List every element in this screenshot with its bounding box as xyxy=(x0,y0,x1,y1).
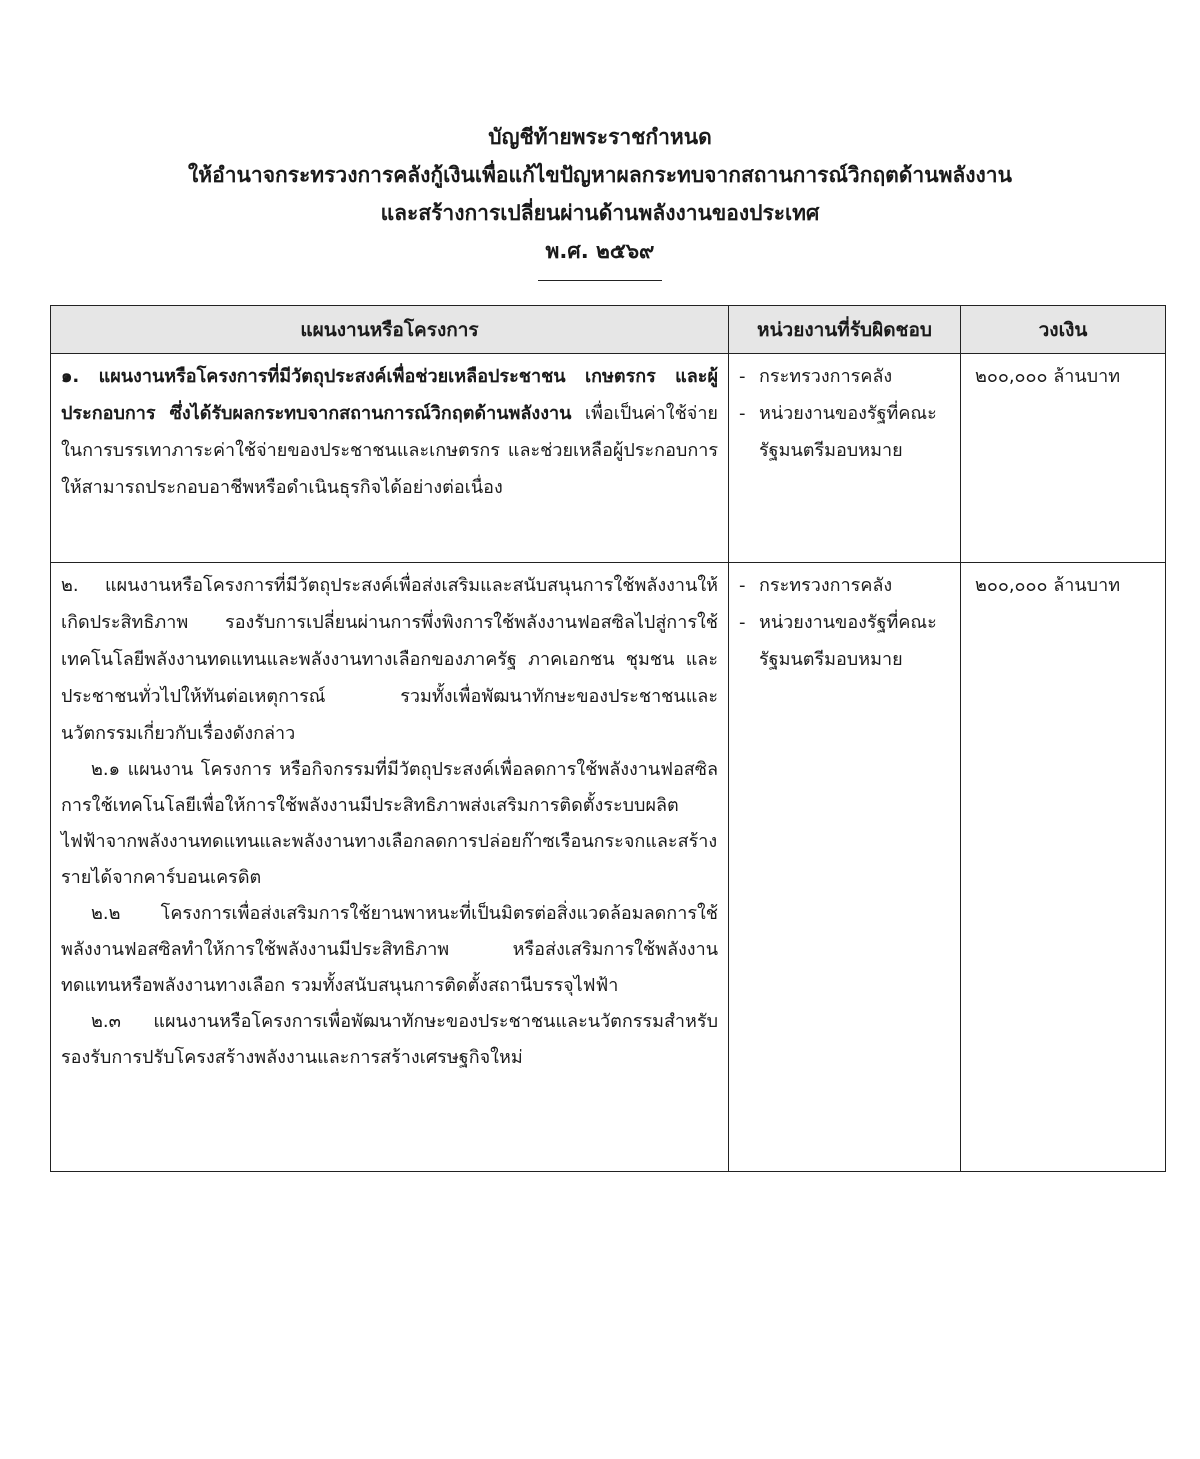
agency-cell xyxy=(729,354,961,563)
plan-budget-table xyxy=(50,305,1166,1172)
agency-list xyxy=(739,567,950,678)
sub-plan-item: ๒.๑ แผนงาน โครงการ หรือกิจกรรมที่มีวัตถุประสงค์เพื่อลดการใช้พลังงานฟอสซิล การใช้เทคโนโลยีเพื่อให้การใช้พลังงานมีประสิทธิภาพส่งเสริมการติดตั้งระบบผลิตไฟฟ้าจากพลังงานทดแทนและพลังงานทางเลือกลดการปล่อยก๊าซเรือนกระจกและสร้างรายได้จากคาร์บอนเครดิต xyxy=(61,759,718,888)
agency-name: หน่วยงานของรัฐที่คณะรัฐมนตรีมอบหมาย xyxy=(759,612,937,670)
dash-bullet: - xyxy=(739,366,746,387)
decree-title: บัญชีท้ายพระราชกำหนด xyxy=(488,125,712,149)
list-item xyxy=(739,395,950,469)
decree-year: พ.ศ. ๒๕๖๙ xyxy=(545,239,655,263)
table-header-row xyxy=(51,306,1166,354)
list-item xyxy=(739,604,950,678)
agency-name: กระทรวงการคลัง xyxy=(759,575,893,596)
plan-cell xyxy=(51,563,729,1172)
column-header-amount: วงเงิน xyxy=(961,306,1166,354)
agency-list xyxy=(739,358,950,469)
column-header-agency: หน่วยงานที่รับผิดชอบ xyxy=(729,306,961,354)
table-row xyxy=(51,563,1166,1172)
agency-name: หน่วยงานของรัฐที่คณะรัฐมนตรีมอบหมาย xyxy=(759,403,937,461)
title-underline-divider xyxy=(538,280,662,281)
plan-detail: เพื่อเป็นค่าใช้จ่ายในการบรรเทาภาระค่าใช้จ่ายของประชาชนและเกษตรกร และช่วยเหลือผู้ประกอบการให้สามารถประกอบอาชีพหรือดำเนินธุรกิจได้อย่างต่อเนื่อง xyxy=(61,403,718,498)
plan-cell xyxy=(51,354,729,563)
list-item xyxy=(739,567,950,604)
dash-bullet: - xyxy=(739,403,746,424)
decree-subtitle-2: และสร้างการเปลี่ยนผ่านด้านพลังงานของประเทศ xyxy=(380,201,820,225)
amount-cell: ๒๐๐,๐๐๐ ล้านบาท xyxy=(961,354,1166,563)
agency-name: กระทรวงการคลัง xyxy=(759,366,893,387)
agency-cell xyxy=(729,563,961,1172)
sub-plan-item: ๒.๓ แผนงานหรือโครงการเพื่อพัฒนาทักษะของประชาชนและนวัตกรรมสำหรับรองรับการปรับโครงสร้างพลังงานและการสร้างเศรษฐกิจใหม่ xyxy=(61,1011,718,1068)
plan-heading: ๒. แผนงานหรือโครงการที่มีวัตถุประสงค์เพื่อส่งเสริมและสนับสนุนการใช้พลังงานให้เกิดประสิทธิภาพ รองรับการเปลี่ยนผ่านการพึ่งพิงการใช้พลังงานฟอสซิลไปสู่การใช้เทคโนโลยีพลังงานทดแทนและพลังงานทางเลือกของภาครัฐ ภาคเอกชน ชุมชน และประชาชนทั่วไปให้ทันต่อเหตุการณ์ รวมทั้งเพื่อพัฒนาทักษะของประชาชนและนวัตกรรมเกี่ยวกับเรื่องดังกล่าว xyxy=(61,575,718,744)
column-header-plan: แผนงานหรือโครงการ xyxy=(51,306,729,354)
table-row xyxy=(51,354,1166,563)
plan-heading: ๑. แผนงานหรือโครงการที่มีวัตถุประสงค์เพื่อช่วยเหลือประชาชน เกษตรกร และผู้ประกอบการ ซึ่งได้รับผลกระทบจากสถานการณ์วิกฤตด้านพลังงาน xyxy=(61,366,718,424)
dash-bullet: - xyxy=(739,575,746,596)
list-item xyxy=(739,358,950,395)
sub-plan-item: ๒.๒ โครงการเพื่อส่งเสริมการใช้ยานพาหนะที่เป็นมิตรต่อสิ่งแวดล้อมลดการใช้พลังงานฟอสซิลทำให้การใช้พลังงานมีประสิทธิภาพ หรือส่งเสริมการใช้พลังงานทดแทนหรือพลังงานทางเลือก รวมทั้งสนับสนุนการติดตั้งสถานีบรรจุไฟฟ้า xyxy=(61,903,718,996)
amount-cell: ๒๐๐,๐๐๐ ล้านบาท xyxy=(961,563,1166,1172)
decree-subtitle-1: ให้อำนาจกระทรวงการคลังกู้เงินเพื่อแก้ไขปัญหาผลกระทบจากสถานการณ์วิกฤตด้านพลังงาน xyxy=(188,163,1012,187)
dash-bullet: - xyxy=(739,612,746,633)
plan-description xyxy=(61,358,718,506)
document-header xyxy=(0,118,1200,281)
